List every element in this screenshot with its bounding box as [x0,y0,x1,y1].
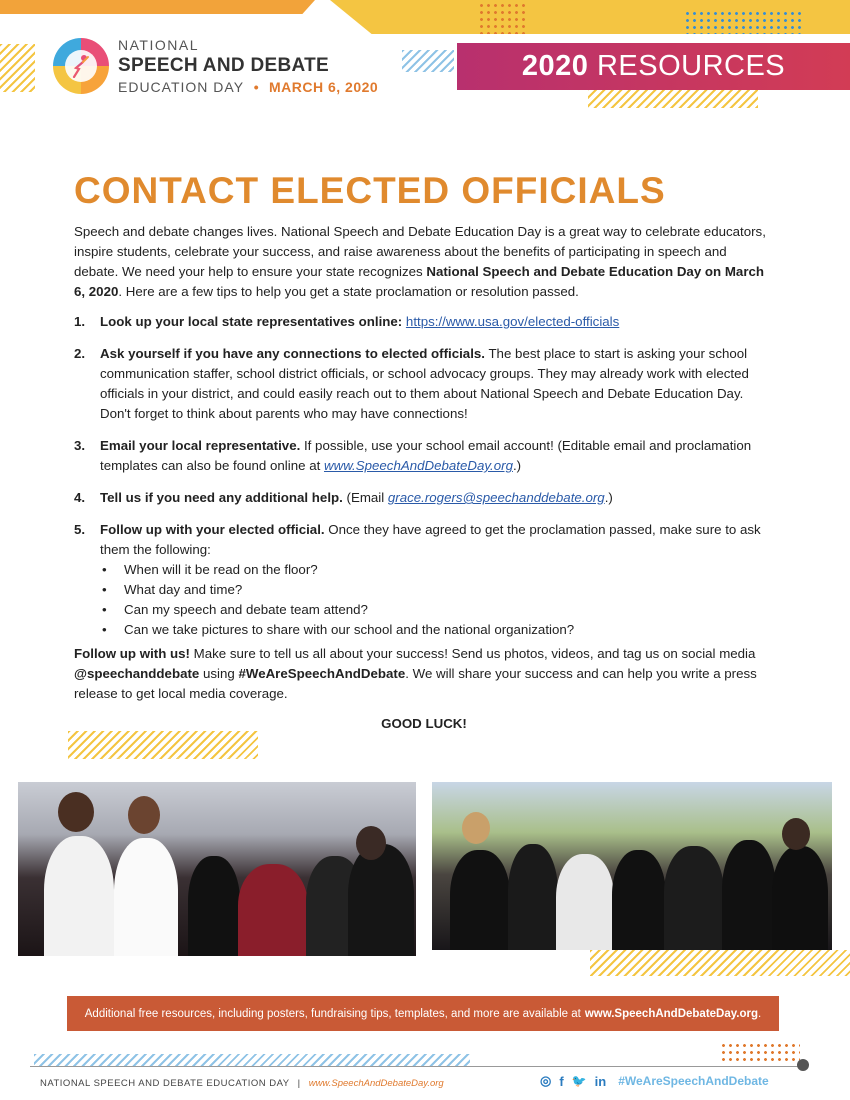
step-text: If possible, use your school email account! (Editable email and proclamation templates can also be found online at [100,438,752,473]
step-heading: Tell us if you need any additional help. [100,490,343,505]
footer-divider [30,1066,800,1067]
logo-date: MARCH 6, 2020 [268,79,379,95]
cta-end: . [758,1007,762,1020]
step-text: (Email [342,490,388,505]
logo-line-speech-and-debate: SPEECH AND DEBATE [118,55,329,76]
step-number: 2. [74,346,86,361]
decorative-hatch [590,950,850,976]
footer-org-name: NATIONAL SPEECH AND DEBATE EDUCATION DAY [40,1078,290,1089]
decorative-dots [478,2,526,34]
social-handle: @speechanddebate [74,666,200,681]
instagram-icon[interactable]: ◎ [540,1073,552,1088]
photo-students-2 [430,780,834,952]
intro-bold: National Speech and Debate Education Day on March 6, 2020 [74,264,765,299]
decorative-dots [720,1042,800,1064]
decorative-hatch-blue [402,50,454,72]
step-1 [74,312,774,332]
followup-bold: Follow up with us! [74,646,190,661]
decorative-hatch [0,44,35,92]
banner-year: 2020 [521,50,589,82]
decorative-dots-blue [684,10,804,34]
intro-text: Speech and debate changes lives. National Speech and Debate Education Day is a great way to celebrate educators, inspire students, celebrate your success, and raise awareness about the benefits of participating in speech and debate. We need your help to ensure your state recognizes [74,224,766,279]
elected-officials-link[interactable]: https://www.usa.gov/elected-officials [405,314,620,329]
followup-paragraph [74,644,774,704]
step-heading: Look up your local state representatives online: [100,314,403,329]
email-link[interactable]: grace.rogers@speechanddebate.org [387,490,605,505]
step-text: The best place to start is asking your school communication staffer, school district officials, or school advocacy groups. They may already work with elected officials in your district, and could easily reach out to them about National Speech and Debate Education Day. Don't forget to think about parents who may have connections! [100,346,749,421]
followup-text: using [199,666,239,681]
header-accent-bar-left [0,0,315,14]
linkedin-icon[interactable]: in [594,1073,607,1089]
decorative-hatch [68,731,258,759]
list-item: • Can my speech and debate team attend? [100,600,774,620]
step-3 [74,436,774,476]
step-heading: Follow up with your elected official. [100,522,325,537]
step-number: 1. [74,314,86,329]
good-luck: GOOD LUCK! [381,716,467,731]
list-item: • Can we take pictures to share with our school and the national organization? [100,620,774,640]
step-2 [74,344,774,424]
footer-separator: | [297,1078,301,1089]
resources-banner [457,43,850,90]
step-5 [74,520,774,640]
step-number: 4. [74,490,86,505]
hashtag: #WeAreSpeechAndDebate [238,666,406,681]
decorative-hatch [588,88,758,108]
step-text-end: .) [604,490,613,505]
cta-text: Additional free resources, including posters, fundraising tips, templates, and more are available at [84,1007,581,1020]
cta-link[interactable]: www.SpeechAndDebateDay.org [584,1007,759,1020]
intro-paragraph [74,222,774,302]
intro-end: . Here are a few tips to help you get a state proclamation or resolution passed. [118,284,579,299]
step-text-end: .) [512,458,522,473]
logo-figure-icon [65,50,97,82]
logo-line-national: NATIONAL [118,37,199,53]
logo-separator: • [253,79,260,95]
resources-cta [67,996,779,1031]
page-title: CONTACT ELECTED OFFICIALS [74,170,666,211]
facebook-icon[interactable]: f [559,1073,564,1089]
footer-org [40,1078,444,1089]
photo-students-1 [16,780,418,958]
footer-dot [797,1059,809,1071]
step-4 [74,488,774,508]
banner-word: RESOURCES [596,50,786,82]
twitter-icon[interactable]: 🐦 [571,1074,587,1088]
questions-list [100,560,774,640]
followup-text: . We will share your success and can help you write a press release to get local media coverage. [74,666,757,701]
logo-line-education-day [118,79,378,95]
decorative-hatch-blue [34,1054,470,1066]
followup-text: Make sure to tell us all about your success! Send us photos, videos, and tag us on social media [189,646,756,661]
list-item: • When will it be read on the floor? [100,560,774,580]
step-heading: Email your local representative. [100,438,301,453]
main-content [74,222,774,734]
list-item: • What day and time? [100,580,774,600]
logo-education-day-text: EDUCATION DAY [118,79,244,95]
step-number: 3. [74,438,86,453]
step-heading: Ask yourself if you have any connections to elected officials. [100,346,485,361]
website-link[interactable]: www.SpeechAndDebateDay.org [323,458,513,473]
step-text: Once they have agreed to get the proclamation passed, make sure to ask them the following: [100,522,761,557]
step-number: 5. [74,522,86,537]
steps-list [74,312,774,640]
footer-hashtag: #WeAreSpeechAndDebate [618,1074,769,1088]
footer-social [540,1073,769,1089]
footer-site-link[interactable]: www.SpeechAndDebateDay.org [308,1078,444,1089]
